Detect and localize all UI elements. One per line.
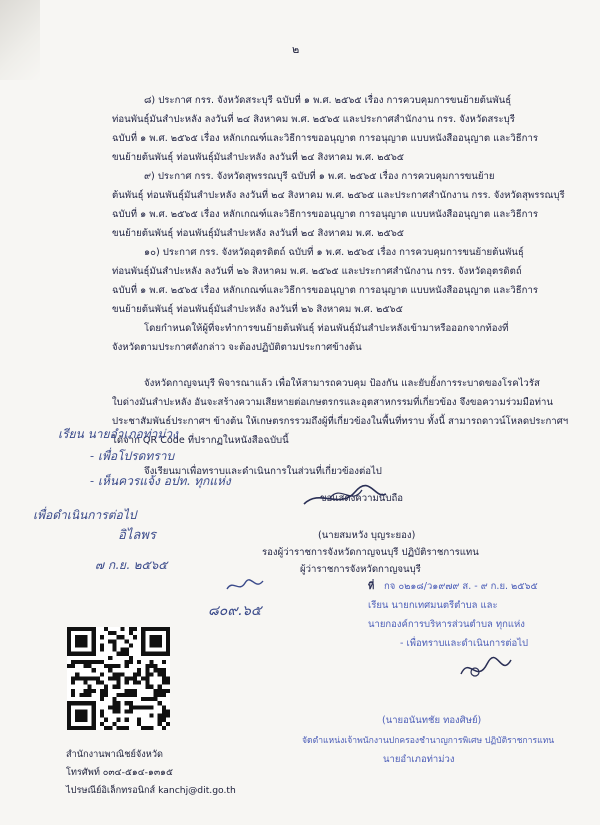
handwritten-note: ๘๐๙.๖๕ [208, 603, 262, 619]
stamp-line-3: - เพื่อทราบและดำเนินการต่อไป [400, 638, 529, 649]
para-kan-line-3: ประชาสัมพันธ์ประกาศฯ ข้างต้น ให้เกษตรกรรวมถึงผู้ที่เกี่ยวข้องในพื้นที่ทราบ ทั้งนี้ สามารถดาวน์โหลดประกาศฯ [112, 416, 569, 427]
stamp-line-1: เรียน นายกเทศมนตรีตำบล และ [368, 600, 498, 611]
handwritten-line-3: - เห็นควรแจ้ง อปท. ทุกแห่ง [90, 474, 231, 488]
para-9-line-3: ฉบับที่ ๑ พ.ศ. ๒๕๖๕ เรื่อง หลักเกณฑ์และวิธีการขออนุญาต การอนุญาต แบบหนังสืออนุญาต และวิธีการ [112, 209, 538, 220]
para-8-line-3: ฉบับที่ ๑ พ.ศ. ๒๕๖๕ เรื่อง หลักเกณฑ์และวิธีการขออนุญาต การอนุญาต แบบหนังสืออนุญาต และวิธีการ [112, 133, 538, 144]
stamp-signature-icon [455, 650, 515, 690]
qr-code-icon[interactable] [67, 627, 170, 730]
handwritten-line-4: เพื่อดำเนินการต่อไป [33, 508, 137, 522]
para-kan-line-2: ใบด่างมันสำปะหลัง อันจะสร้างความเสียหายต่อเกษตรกรและอุตสาหกรรมที่เกี่ยวข้อง จึงขอความร่วมมือท่าน [112, 397, 553, 408]
para-rule-line-1: โดยกำหนดให้ผู้ที่จะทำการขนย้ายต้นพันธุ์ ท่อนพันธุ์มันสำปะหลังเข้ามาหรือออกจากท้องที่ [144, 323, 509, 334]
para-9-line-2: ต้นพันธุ์ ท่อนพันธุ์มันสำปะหลัง ลงวันที่ ๒๔ สิงหาคม พ.ศ. ๒๕๖๕ และประกาศสำนักงาน กรร. จังหวัดสุพรรณบุรี [112, 190, 565, 201]
para-9-line-1: ๙) ประกาศ กรร. จังหวัดสุพรรณบุรี ฉบับที่ ๑ พ.ศ. ๒๕๖๕ เรื่อง การควบคุมการขนย้าย [144, 171, 495, 182]
para-kan-line-4: ได้จาก QR Code ที่ปรากฏในหนังสือฉบับนี้ [112, 435, 289, 446]
page-number: ๒ [292, 43, 300, 56]
stamp-ref: กจ ๐๒๑๘/ว๑๙๗๙ ส. - ๙ ก.ย. ๒๕๖๕ [384, 581, 538, 592]
signer-name: (นายสมหวัง บุญระยอง) [318, 530, 416, 541]
stamp-position-1: จัดตำแหน่งเจ้าพนักงานปกครองชำนาญการพิเศษ ปฏิบัติราชการแทน [302, 736, 555, 746]
signer-position-2: ผู้ว่าราชการจังหวัดกาญจนบุรี [300, 564, 421, 575]
footer-phone: โทรศัพท์ ๐๓๔-๕๑๔-๑๓๑๕ [66, 767, 173, 778]
handwritten-line-2: - เพื่อโปรดทราบ [90, 449, 175, 463]
para-10-line-1: ๑๐) ประกาศ กรร. จังหวัดอุตรดิตถ์ ฉบับที่ ๑ พ.ศ. ๒๕๖๕ เรื่อง การควบคุมการขนย้ายต้นพันธุ์ [144, 247, 524, 258]
page-fold-shadow [0, 0, 40, 80]
para-kan-line-1: จังหวัดกาญจนบุรี พิจารณาแล้ว เพื่อให้สามารถควบคุม ป้องกัน และยับยั้งการระบาดของโรคไวรัส [144, 378, 540, 389]
para-10-line-2: ท่อนพันธุ์มันสำปะหลัง ลงวันที่ ๒๖ สิงหาคม พ.ศ. ๒๕๖๕ และประกาศสำนักงาน กรร. จังหวัดอุตรดิตถ์ [112, 266, 522, 277]
handwritten-signature: อิไลพร [118, 528, 156, 543]
stamp-ref-label: ที่ [368, 581, 375, 592]
footer-office: สำนักงานพาณิชย์จังหวัด [66, 749, 163, 760]
para-10-line-4: ขนย้ายต้นพันธุ์ ท่อนพันธุ์มันสำปะหลัง ลงวันที่ ๒๖ สิงหาคม พ.ศ. ๒๕๖๕ [112, 304, 403, 315]
signature-scribble-icon [300, 470, 390, 520]
closing-line: จึงเรียนมาเพื่อทราบและดำเนินการในส่วนที่เกี่ยวข้องต่อไป [144, 466, 382, 477]
handwritten-date: ๗ ก.ย. ๒๕๖๕ [95, 558, 168, 572]
para-10-line-3: ฉบับที่ ๑ พ.ศ. ๒๕๖๕ เรื่อง หลักเกณฑ์และวิธีการขออนุญาต การอนุญาต แบบหนังสืออนุญาต และวิธีการ [112, 285, 538, 296]
stamp-position-2: นายอำเภอท่าม่วง [383, 754, 455, 765]
para-9-line-4: ขนย้ายต้นพันธุ์ ท่อนพันธุ์มันสำปะหลัง ลงวันที่ ๒๔ สิงหาคม พ.ศ. ๒๕๖๕ [112, 228, 405, 239]
para-8-line-4: ขนย้ายต้นพันธุ์ ท่อนพันธุ์มันสำปะหลัง ลงวันที่ ๒๔ สิงหาคม พ.ศ. ๒๕๖๕ [112, 152, 405, 163]
stamp-name: (นายอนันทชัย ทองศิษย์) [382, 715, 482, 726]
signer-position-1: รองผู้ว่าราชการจังหวัดกาญจนบุรี ปฏิบัติราชการแทน [262, 547, 479, 558]
footer-email: ไปรษณีย์อิเล็กทรอนิกส์ kanchj@dit.go.th [66, 785, 236, 796]
stamp-line-2: นายกองค์การบริหารส่วนตำบล ทุกแห่ง [368, 619, 525, 630]
respect-line: ขอแสดงความนับถือ [320, 493, 404, 504]
handwritten-line-1: เรียน นายอำเภอท่าม่วง [58, 427, 178, 441]
para-rule-line-2: จังหวัดตามประกาศดังกล่าว จะต้องปฏิบัติตามประกาศข้างต้น [112, 342, 362, 353]
para-8-line-2: ท่อนพันธุ์มันสำปะหลัง ลงวันที่ ๒๔ สิงหาคม พ.ศ. ๒๕๖๕ และประกาศสำนักงาน กรร. จังหวัดสระบุรี [112, 114, 515, 125]
initial-scribble-icon [225, 575, 265, 597]
para-8-line-1: ๘) ประกาศ กรร. จังหวัดสระบุรี ฉบับที่ ๑ พ.ศ. ๒๕๖๕ เรื่อง การควบคุมการขนย้ายต้นพันธุ์ [144, 95, 512, 106]
